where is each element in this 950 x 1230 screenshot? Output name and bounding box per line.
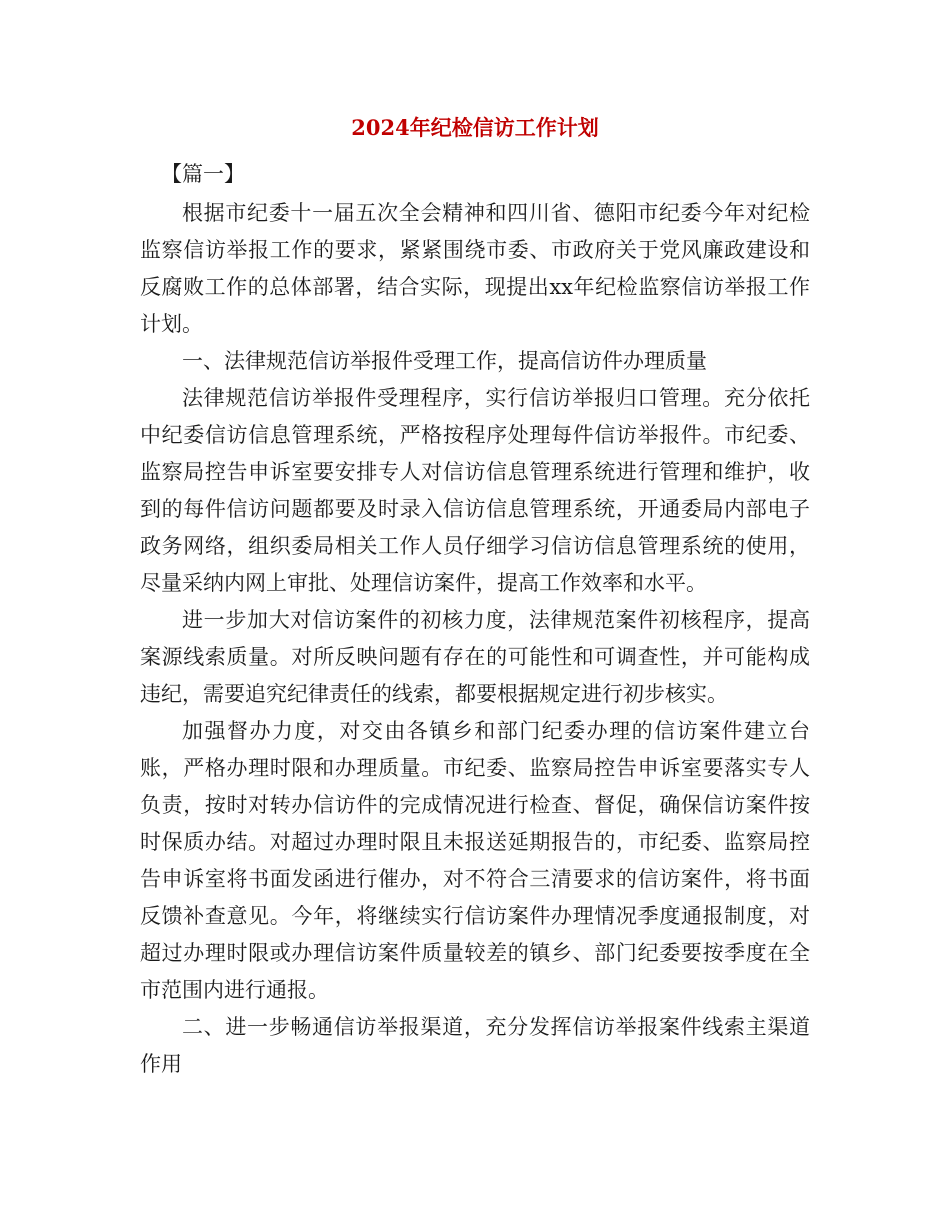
document-title: 2024年纪检信访工作计划 (351, 115, 599, 140)
heading-section-one: 一、法律规范信访举报件受理工作，提高信访件办理质量 (182, 349, 707, 373)
paragraph-acceptance: 法律规范信访举报件受理程序，实行信访举报归口管理。充分依托中纪委信访信息管理系统，严格按程序处理每件信访举报件。市纪委、监察局控告申诉室要安排专人对信访信息管理系统进行管理和维护，收到的每件信访问题都要及时录入信访信息管理系统，开通委局内部电子政务网络，组织委局相关工作人员仔细学习信访信息管理系统的使用，尽量采纳内网上审批、处理信访案件，提高工作效率和水平。 (140, 386, 810, 595)
heading-section-two: 二、进一步畅通信访举报渠道，充分发挥信访举报案件线索主渠道作用 (140, 1015, 810, 1076)
section-label: 【篇一】 (161, 162, 245, 186)
paragraph-intro: 根据市纪委十一届五次全会精神和四川省、德阳市纪委今年对纪检监察信访举报工作的要求，紧紧围绕市委、市政府关于党风廉政建设和反腐败工作的总体部署，结合实际，现提出xx年纪检监察信访举报工作计划。 (140, 201, 810, 336)
paragraph-supervision: 加强督办力度，对交由各镇乡和部门纪委办理的信访案件建立台账，严格办理时限和办理质量。市纪委、监察局控告申诉室要落实专人负责，按时对转办信访件的完成情况进行检查、督促，确保信访案件按时保质办结。对超过办理时限且未报送延期报告的，市纪委、监察局控告申诉室将书面发函进行催办，对不符合三清要求的信访案件，将书面反馈补查意见。今年，将继续实行信访案件办理情况季度通报制度，对超过办理时限或办理信访案件质量较差的镇乡、部门纪委要按季度在全市范围内进行通报。 (140, 719, 810, 1002)
document-body (140, 156, 810, 1083)
paragraph-preliminary-check: 进一步加大对信访案件的初核力度，法律规范案件初核程序，提高案源线索质量。对所反映问题有存在的可能性和可调查性，并可能构成违纪，需要追究纪律责任的线索，都要根据规定进行初步核实。 (140, 608, 810, 706)
